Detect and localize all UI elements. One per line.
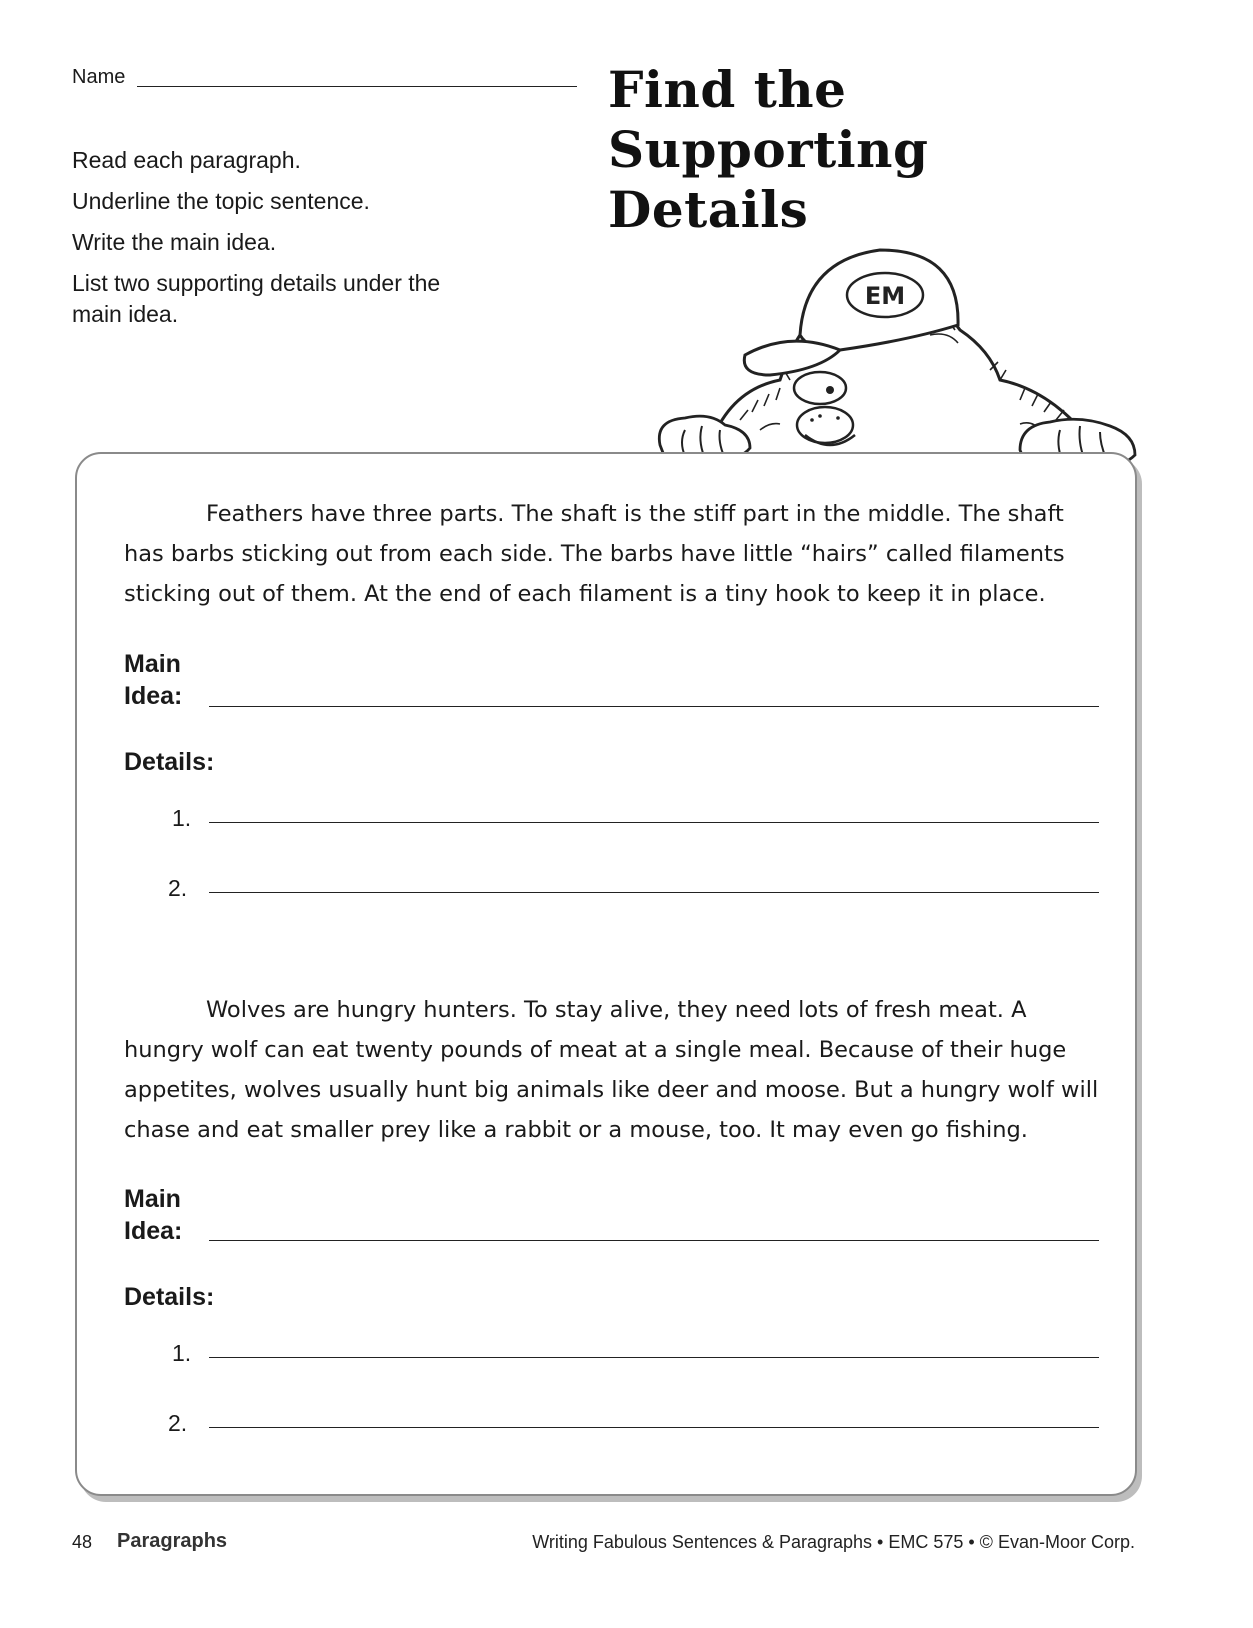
instruction-4: List two supporting details under the main idea. (72, 270, 441, 327)
section-name: Paragraphs (117, 1530, 228, 1552)
main-idea-line-2[interactable] (209, 1240, 1099, 1241)
title-line-1: Find the (608, 60, 847, 119)
idea-word: Idea: (124, 682, 183, 710)
details-label-1: Details: (124, 748, 215, 776)
main-word: Main (124, 1185, 181, 1213)
instruction-2: Underline the topic sentence. (72, 188, 370, 214)
paragraph-2[interactable]: Wolves are hungry hunters. To stay alive, they need lots of fresh meat. A hungry wolf can eat twenty pounds of meat at a single meal. Because of their huge appetites, wolves usually hunt big animals like deer and moose. But a hungry wolf will chase and eat smaller prey like a rabbit or a mouse, too. It may even go fishing. (124, 997, 1099, 1143)
instructions (72, 145, 492, 340)
main-idea-label-2 (124, 1183, 182, 1247)
main-idea-line-1[interactable] (209, 706, 1099, 707)
cap-logo-text: EM (864, 282, 906, 310)
detail-number-2-1: 1. (172, 1340, 192, 1366)
details-label-2: Details: (124, 1283, 215, 1311)
name-label: Name (72, 66, 126, 88)
main-word: Main (124, 650, 181, 678)
instruction-3: Write the main idea. (72, 229, 277, 255)
title-line-2: Supporting (608, 120, 929, 179)
page-number: 48 (72, 1532, 93, 1552)
publisher-credit: Writing Fabulous Sentences & Paragraphs • EMC 575 • © Evan-Moor Corp. (532, 1532, 1135, 1552)
detail-line-2-2[interactable] (209, 1427, 1099, 1428)
main-idea-label-1 (124, 648, 182, 712)
paragraph-1[interactable]: Feathers have three parts. The shaft is the stiff part in the middle. The shaft has barbs sticking out from each side. The barbs have little “hairs” called filaments sticking out of them. At the end of each filament is a tiny hook to keep it in place. (124, 501, 1065, 607)
page-title (608, 60, 1028, 240)
detail-line-2-1[interactable] (209, 1357, 1099, 1358)
detail-number-1-2: 2. (168, 875, 188, 901)
detail-number-2-2: 2. (168, 1410, 188, 1436)
instruction-1: Read each paragraph. (72, 147, 301, 173)
idea-word: Idea: (124, 1217, 183, 1245)
detail-line-1-1[interactable] (209, 822, 1099, 823)
detail-number-1-1: 1. (172, 805, 192, 831)
detail-line-1-2[interactable] (209, 892, 1099, 893)
title-line-3: Details (608, 180, 809, 239)
name-write-line[interactable] (137, 86, 577, 87)
